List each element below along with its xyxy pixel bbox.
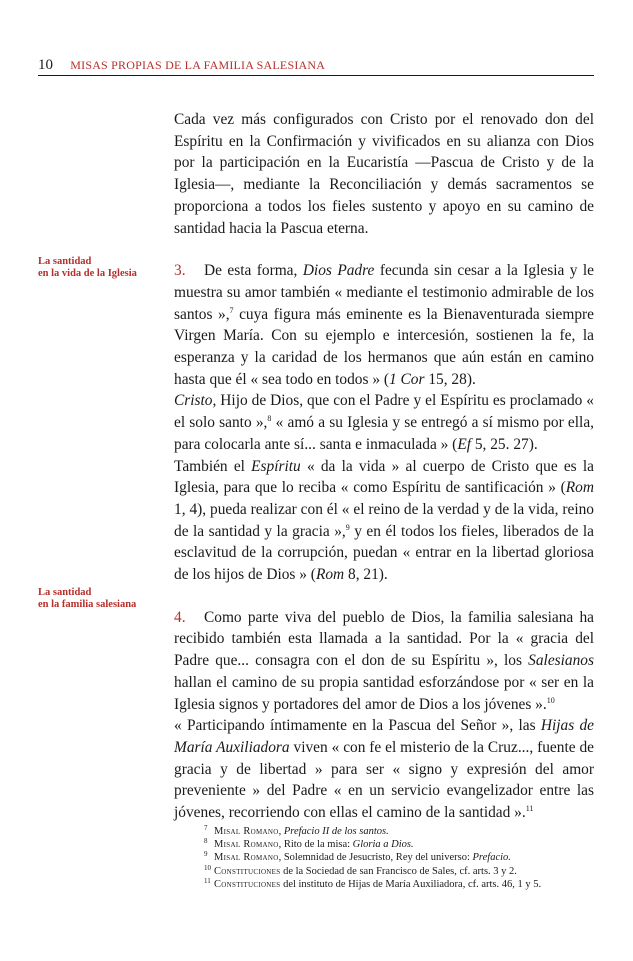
footnote-ref-11: 11 — [525, 803, 534, 813]
footnote: 8 Misal Romano, Rito de la misa: Gloria a Dios. — [204, 837, 414, 851]
footnote: 10 Constituciones de la Sociedad de san Francisco de Sales, cf. arts. 3 y 2. — [204, 863, 517, 877]
footnote-ref-7: 7 — [229, 305, 234, 315]
section-3-paragraph-2: Cristo, Hijo de Dios, que con el Padre y el Espíritu es proclamado « el solo santo »,$^8$ « amó a su Iglesia y se entregó a sí mismo por ella, para colocarla ante sí... santa e inmaculada » (Ef 5, 25. 27). — [174, 392, 594, 453]
footnote-ref-9: 9 — [345, 522, 350, 532]
footnote: 9 Misal Romano, Solemnidad de Jesucristo, Rey del universo: Prefacio. — [204, 850, 511, 864]
section-3-paragraph-1: 3. De esta forma, Dios Padre fecunda sin cesar a la Iglesia y le muestra su amor también « mediante el testimonio admirable de los santos »,$^7$ cuya figura más eminente es la Bienaventurada siempre Virgen María. Con su ejemplo e intercesión, sostienen la fe, la esperanza y la caridad de los hermanos que aún están en camino hasta que él « sea todo en todos » (1 Cor 15, 28). — [174, 262, 595, 388]
section-3-number: 3. — [174, 262, 186, 280]
page-number: 10 — [38, 57, 53, 73]
section-3-paragraph-3: También el Espíritu « da la vida » al cuerpo de Cristo que es la Iglesia, para que lo reciba « como Espíritu de santificación » (Rom 1, 4), pueda realizar con él « el reino de la verdad y de la vida, reino de la santidad y la gracia »,$^9$ y en él todos los fieles, liberados de la esclavitud de la corrupción, puedan « entrar en la libertad gloriosa de los hijos de Dios » (Rom 8, 21). — [174, 457, 594, 584]
section-4-number: 4. — [174, 608, 186, 626]
body-text — [174, 109, 594, 824]
footnote: 11 Constituciones del instituto de Hijas de María Auxiliadora, cf. arts. 46, 1 y 5. — [204, 876, 542, 890]
sidenote-section-4: La santidad en la familia salesiana — [38, 587, 137, 610]
footnote: 7 Misal Romano, Prefacio II de los santos. — [204, 824, 389, 837]
section-4-paragraph-1: 4. Como parte viva del pueblo de Dios, la familia salesiana ha recibido también esta llamada a la santidad. Por la « gracia del Padre que... consagra con el don de su Espíritu », los Salesianos hallan el camino de su propia santidad esforzándose por « ser en la Iglesia signos y portadores del amor de Dios a los jóvenes ».$^{10}$ — [174, 608, 594, 713]
footnote-ref-8: 8 — [267, 414, 272, 424]
footnote-ref-10: 10 — [546, 695, 555, 705]
section-4-paragraph-2: « Participando íntimamente en la Pascua del Señor », las Hijas de María Auxiliadora viven « con fe el misterio de la Cruz..., fuente de gracia y de libertad » para ser « signo y expresión del amor preveniente » del Padre « en un servicio evangelizador entre las jóvenes, recorriendo con ellas el camino de la santidad ».$^{11}$ — [174, 717, 594, 822]
footnotes — [204, 825, 604, 891]
intro-paragraph: Cada vez más configurados con Cristo por el renovado don del Espíritu en la Confirmación y vivificados en su alianza con Dios por la participación en la Eucaristía —Pascua de Cristo y de la Iglesia—, mediante la Reconciliación y demás sacramentos se proporciona a todos los fieles sustento y apoyo en su camino de santidad hacia la Pascua eterna. — [174, 111, 594, 237]
running-title: MISAS PROPIAS DE LA FAMILIA SALESIANA — [70, 58, 326, 72]
sidenote-section-3: La santidad en la vida de la Iglesia — [38, 256, 137, 279]
running-header — [38, 57, 594, 76]
